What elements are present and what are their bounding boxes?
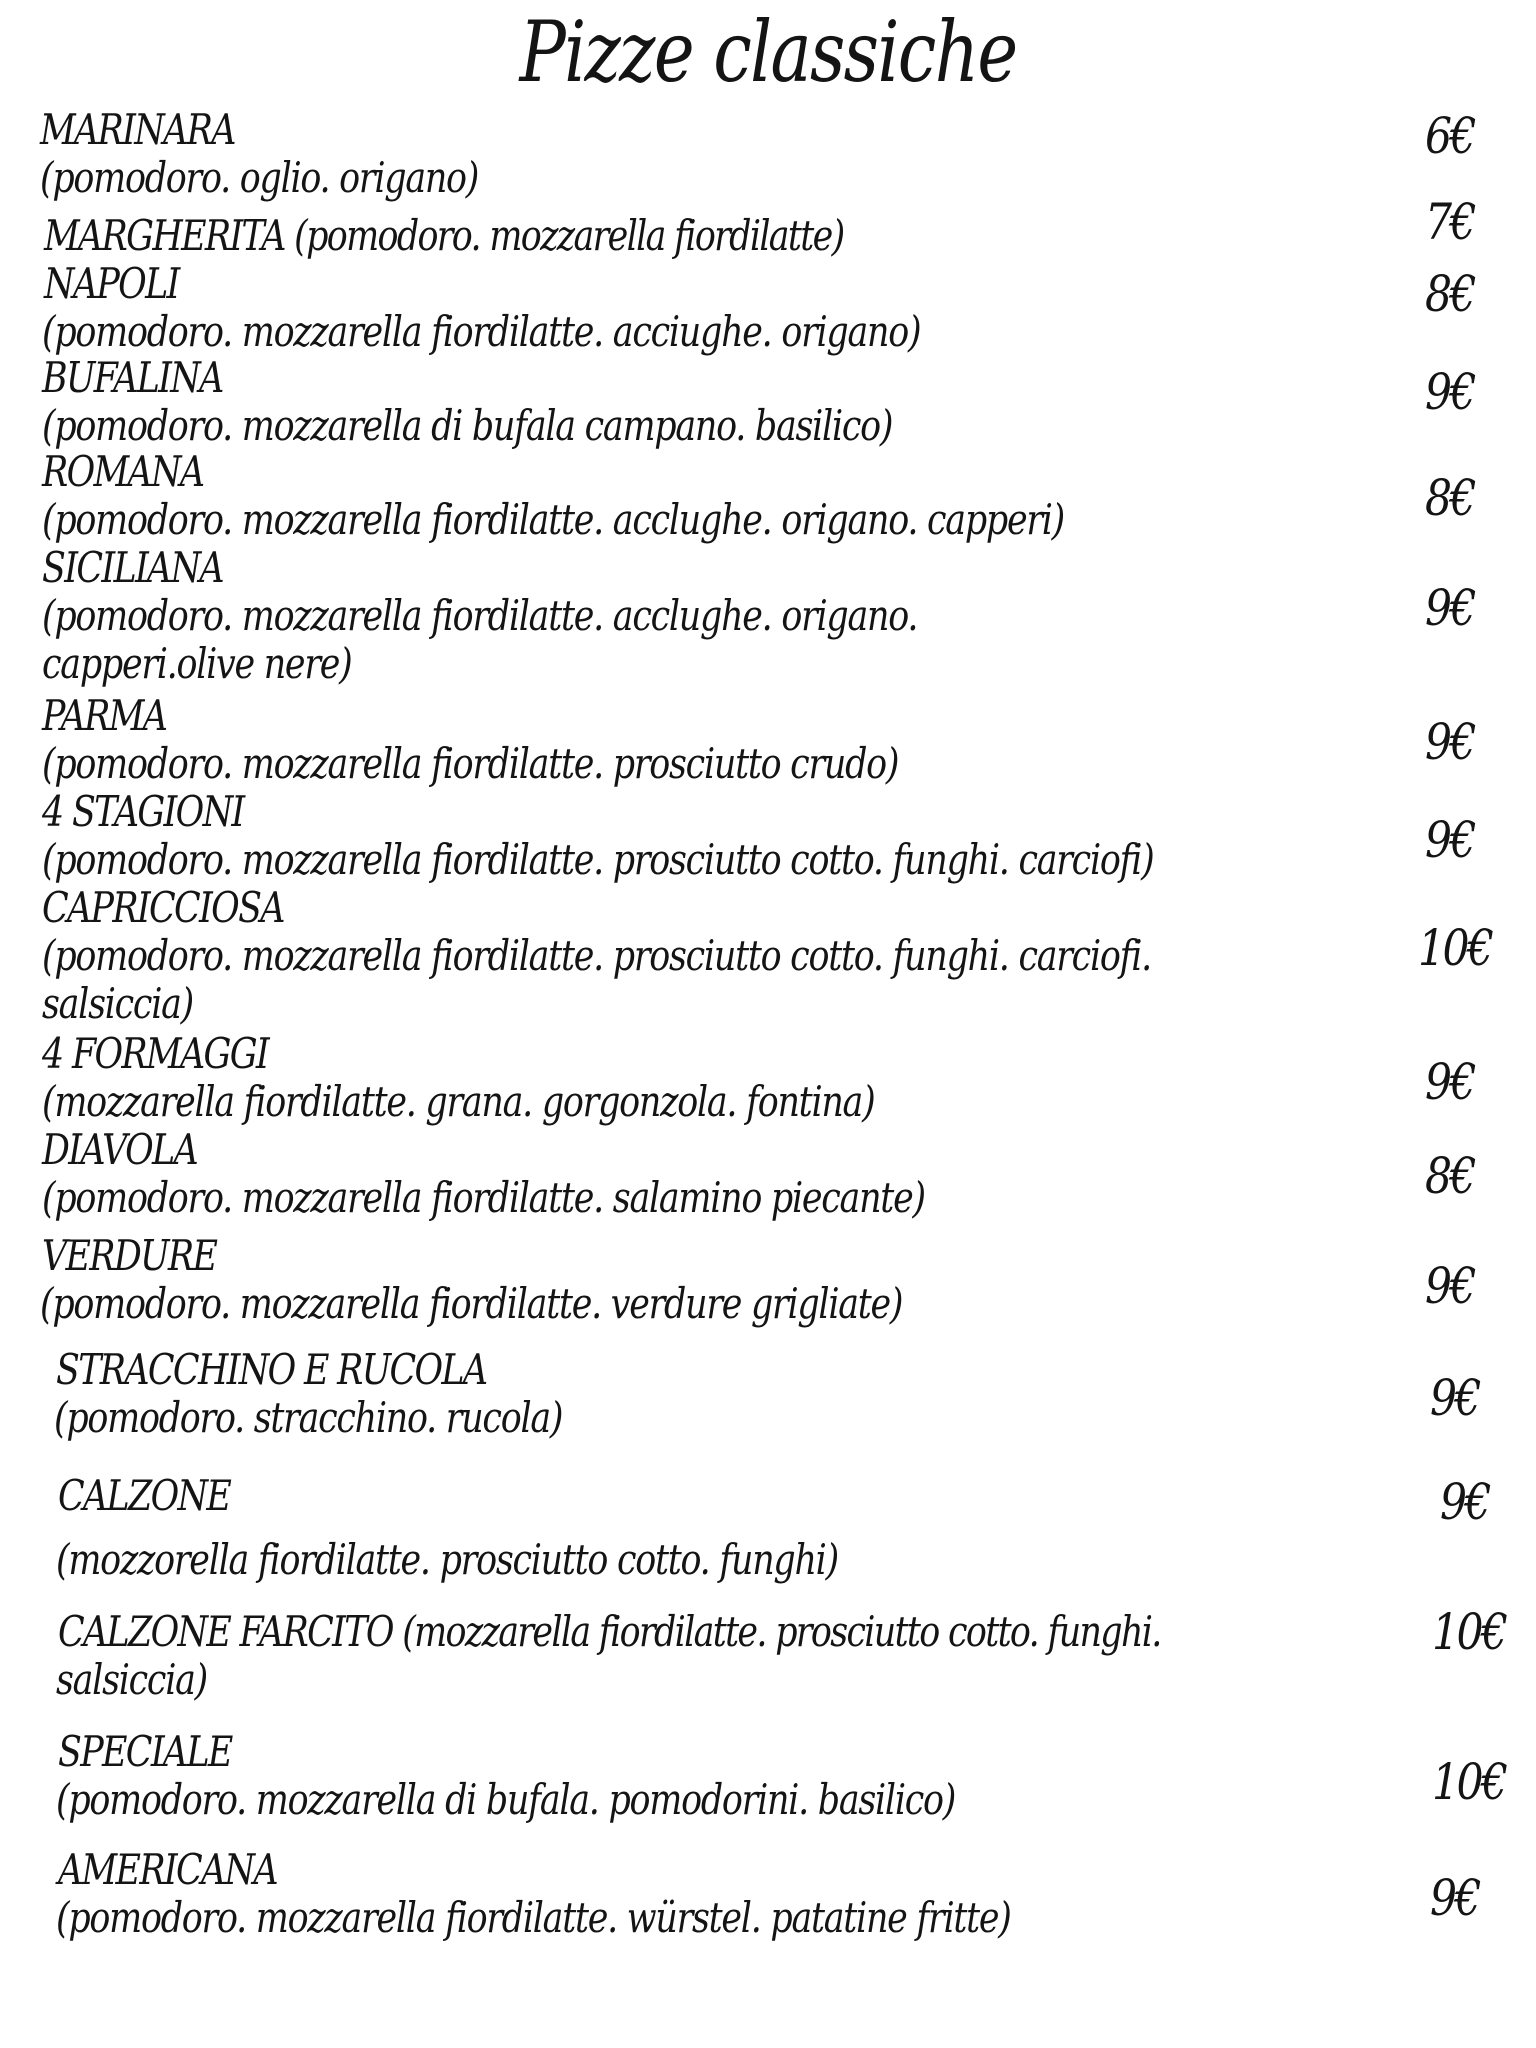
item-desc: (pomodoro. oglio. origano) [40,153,479,202]
menu-title: Pizze classiche [519,3,1017,101]
item-name: VERDURE [42,1231,217,1280]
item-desc: (pomodoro. mozzarella fiordilatte. prosciutto cotto. funghi. carciofi. [42,931,1152,980]
item-name: STRACCHINO E RUCOLA [56,1345,487,1394]
item-price: 9€ [1440,1473,1489,1531]
item-desc: (pomodoro. mozzarella fiordilatte. acclughe. origano. [42,591,918,640]
item-price: 9€ [1425,363,1474,421]
item-desc: (pomodoro. mozzarella fiordilatte. acciughe. origano) [42,307,921,356]
item-price: 7€ [1425,193,1474,251]
item-desc: (pomodoro. stracchino. rucola) [54,1393,563,1442]
item-price: 9€ [1425,811,1474,869]
item-name: AMERICANA [58,1845,277,1894]
item-desc: (pomodoro. mozzarella fiordilatte. verdure grigliate) [40,1279,903,1328]
item-name: NAPOLI [44,259,179,308]
item-desc-continued: capperi.olive nere) [42,639,352,688]
item-name: CALZONE [58,1471,231,1520]
item-desc: (pomodoro. mozzarella fiordilatte. acclughe. origano. capperi) [42,495,1065,544]
item-price: 10€ [1432,1603,1506,1661]
item-desc-continued: salsiccia) [42,979,193,1028]
item-desc: (mozzorella fiordilatte. prosciutto cotto. funghi) [56,1535,838,1584]
item-price: 9€ [1430,1869,1479,1927]
item-name: SICILIANA [42,543,223,592]
item-price: 9€ [1425,579,1474,637]
item-name: ROMANA [42,447,204,496]
item-name: 4 STAGIONI [42,787,244,836]
item-desc: (pomodoro. mozzarella di bufala campano. basilico) [42,401,893,450]
item-price: 10€ [1432,1753,1506,1811]
item-price: 9€ [1430,1369,1479,1427]
item-name: BUFALINA [42,353,223,402]
item-name: DIAVOLA [42,1125,198,1174]
item-name: MARINARA [40,105,235,154]
item-price: 6€ [1425,107,1474,165]
item-name: CALZONE FARCITO (mozzarella fiordilatte. prosciutto cotto. funghi. [58,1607,1161,1656]
item-name: SPECIALE [58,1727,232,1776]
item-desc: (pomodoro. mozzarella fiordilatte. prosciutto crudo) [42,739,899,788]
item-desc: (mozzarella fiordilatte. grana. gorgonzola. fontina) [42,1077,875,1126]
item-desc: (pomodoro. mozzarella di bufala. pomodorini. basilico) [56,1775,956,1824]
item-price: 8€ [1425,1147,1474,1205]
item-desc: salsiccia) [56,1655,207,1704]
item-price: 10€ [1418,919,1492,977]
item-desc: (pomodoro. mozzarella fiordilatte. prosciutto cotto. funghi. carciofi) [42,835,1154,884]
item-desc: (pomodoro. mozzarella fiordilatte. würstel. patatine fritte) [56,1893,1011,1942]
item-name: CAPRICCIOSA [42,883,284,932]
item-price: 9€ [1425,1053,1474,1111]
item-price: 9€ [1425,713,1474,771]
item-price: 9€ [1425,1257,1474,1315]
item-name: PARMA [42,691,167,740]
item-desc: (pomodoro. mozzarella fiordilatte. salamino piecante) [42,1173,925,1222]
item-price: 8€ [1425,469,1474,527]
item-name: 4 FORMAGGI [42,1029,269,1078]
item-name: MARGHERITA (pomodoro. mozzarella fiordilatte) [44,211,844,260]
item-price: 8€ [1425,265,1474,323]
